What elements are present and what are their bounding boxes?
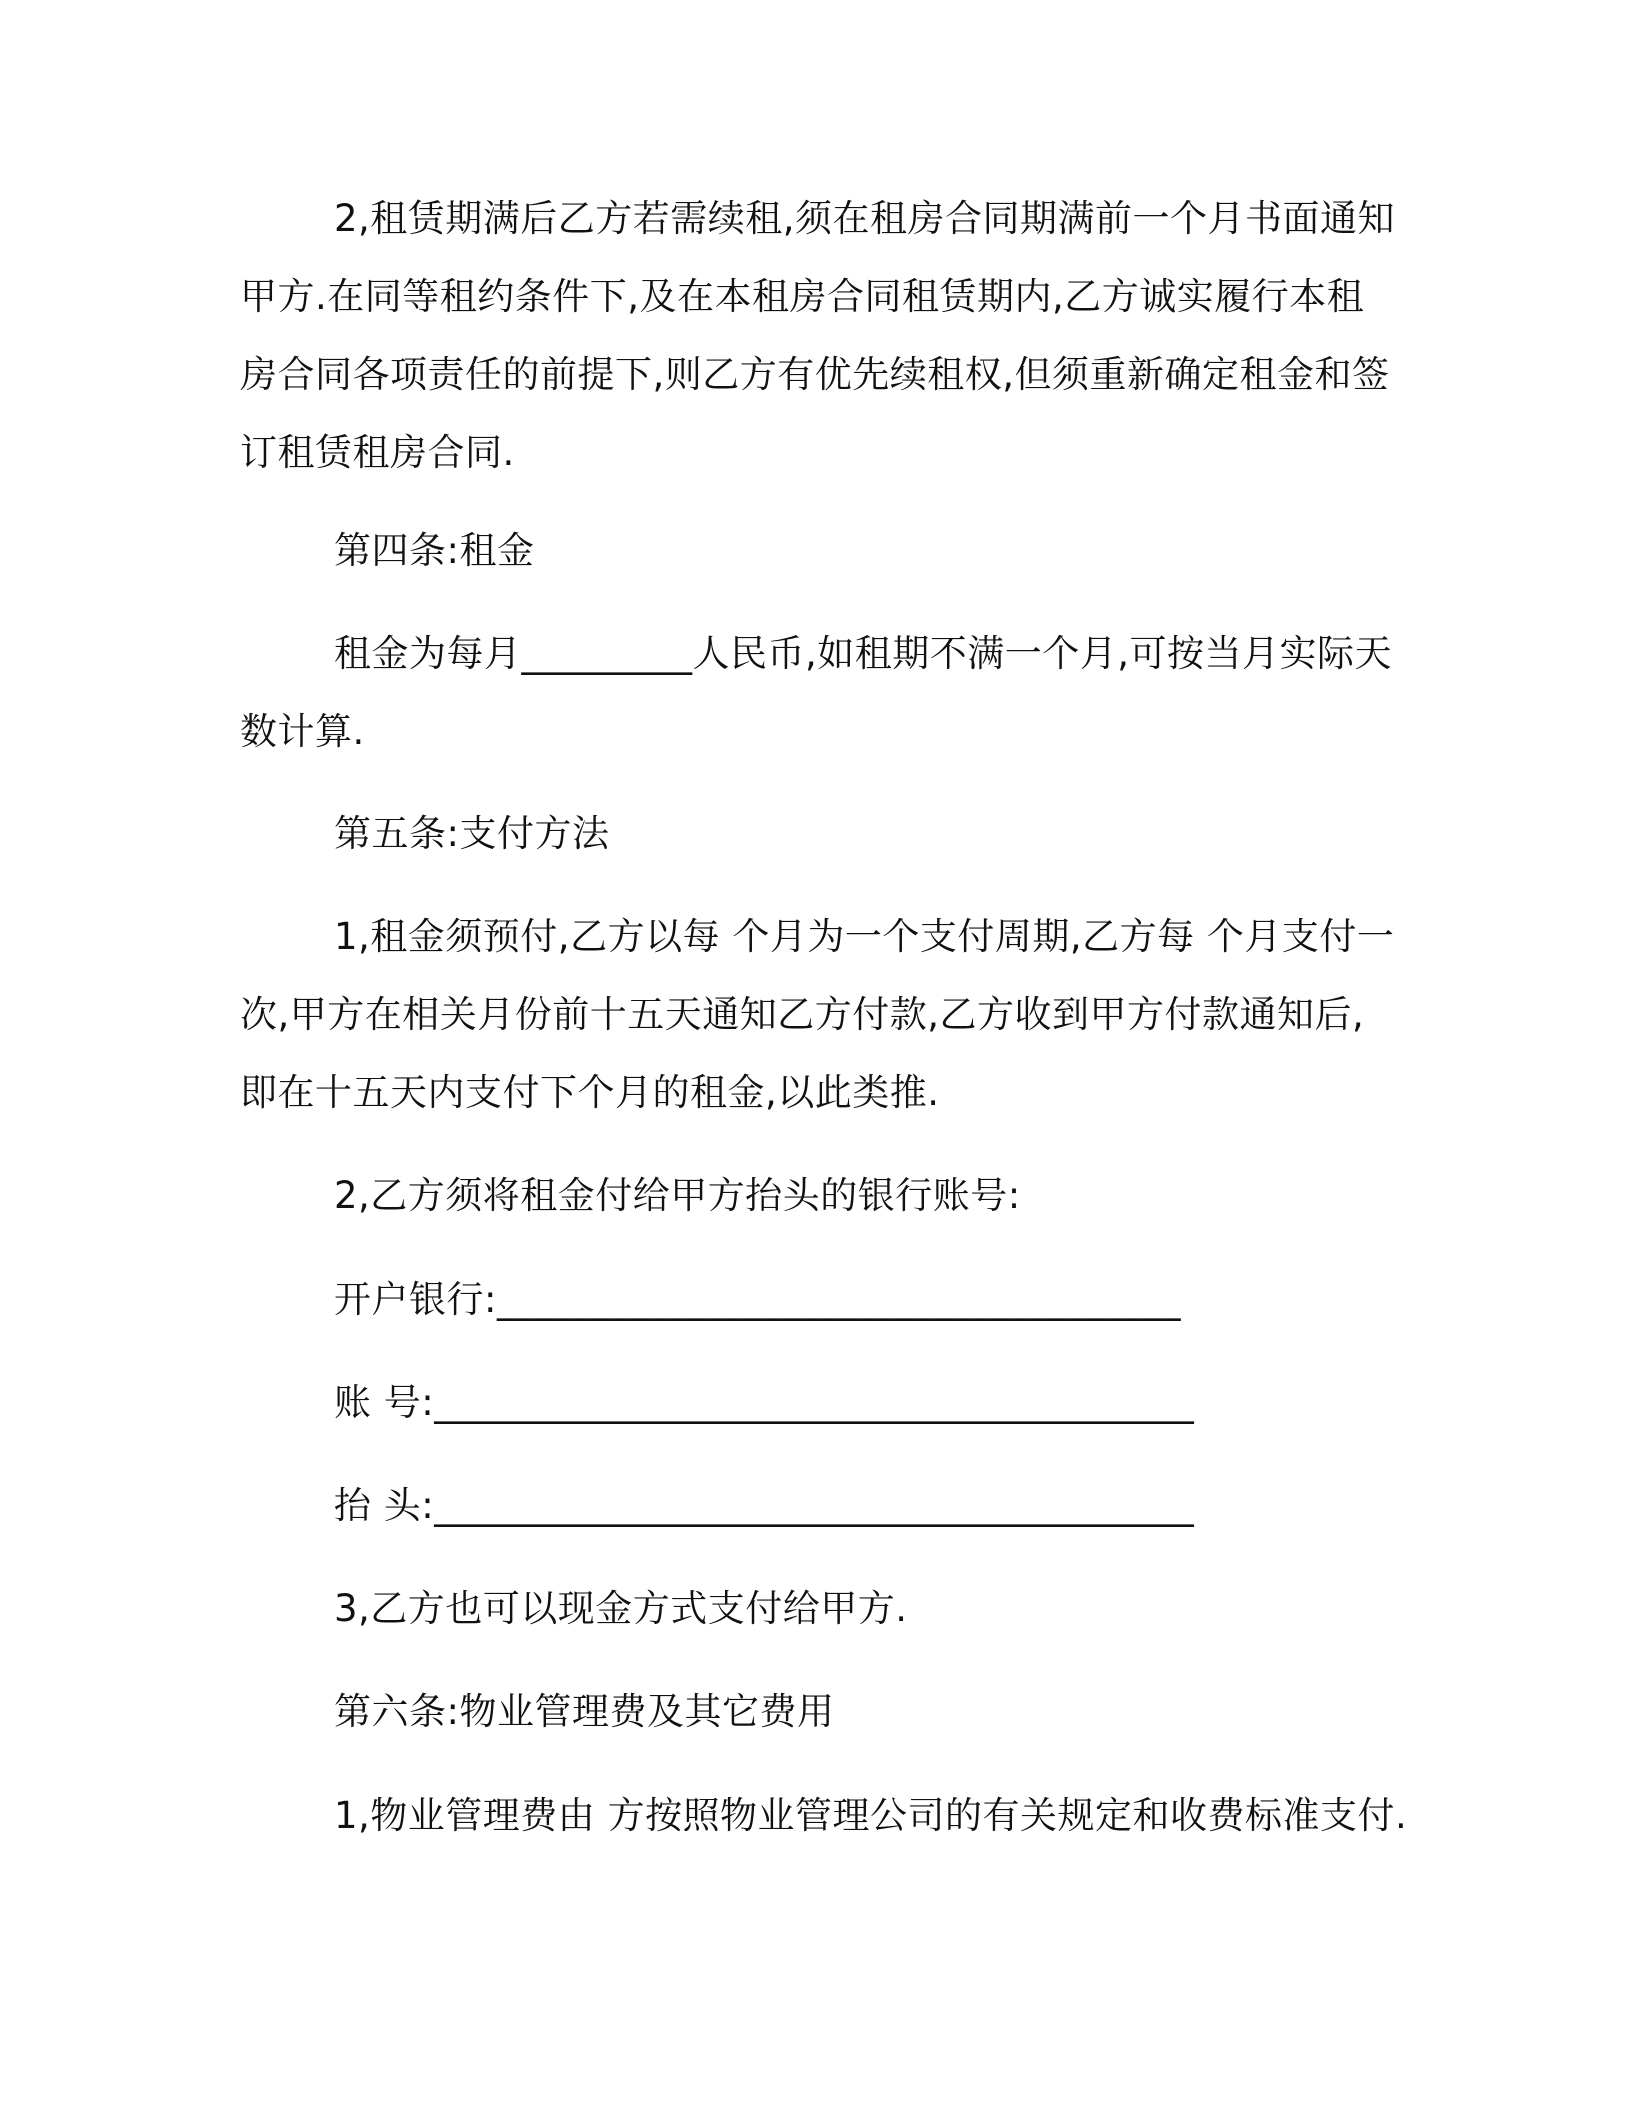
paragraph-line: 2,乙方须将租金付给甲方抬头的银行账号: xyxy=(334,1174,1021,1217)
section-heading: 第六条:物业管理费及其它费用 xyxy=(334,1690,835,1733)
paragraph-line: 3,乙方也可以现金方式支付给甲方. xyxy=(334,1587,908,1630)
paragraph-line: 即在十五天内支付下个月的租金,以此类推. xyxy=(240,1071,940,1114)
bank-name-field: 开户银行:____________________________________ xyxy=(334,1278,1181,1321)
paragraph-line: 房合同各项责任的前提下,则乙方有优先续租权,但须重新确定租金和签 xyxy=(240,353,1390,396)
section-heading: 第四条:租金 xyxy=(334,529,535,572)
paragraph-line: 2,租赁期满后乙方若需续租,须在租房合同期满前一个月书面通知 xyxy=(334,197,1396,240)
account-number-field: 账 号:________________________________________ xyxy=(334,1381,1195,1424)
paragraph-line: 甲方.在同等租约条件下,及在本租房合同租赁期内,乙方诚实履行本租 xyxy=(240,275,1365,318)
paragraph-line: 次,甲方在相关月份前十五天通知乙方付款,乙方收到甲方付款通知后, xyxy=(240,993,1365,1036)
paragraph-line: 1,物业管理费由 方按照物业管理公司的有关规定和收费标准支付. xyxy=(334,1794,1408,1837)
paragraph-line: 租金为每月_________人民币,如租期不满一个月,可按当月实际天 xyxy=(334,632,1393,675)
paragraph-line: 订租赁租房合同. xyxy=(240,431,515,474)
paragraph-line: 数计算. xyxy=(240,710,365,753)
account-holder-field: 抬 头:________________________________________ xyxy=(334,1484,1195,1527)
paragraph-line: 1,租金须预付,乙方以每 个月为一个支付周期,乙方每 个月支付一 xyxy=(334,915,1395,958)
section-heading: 第五条:支付方法 xyxy=(334,812,610,855)
